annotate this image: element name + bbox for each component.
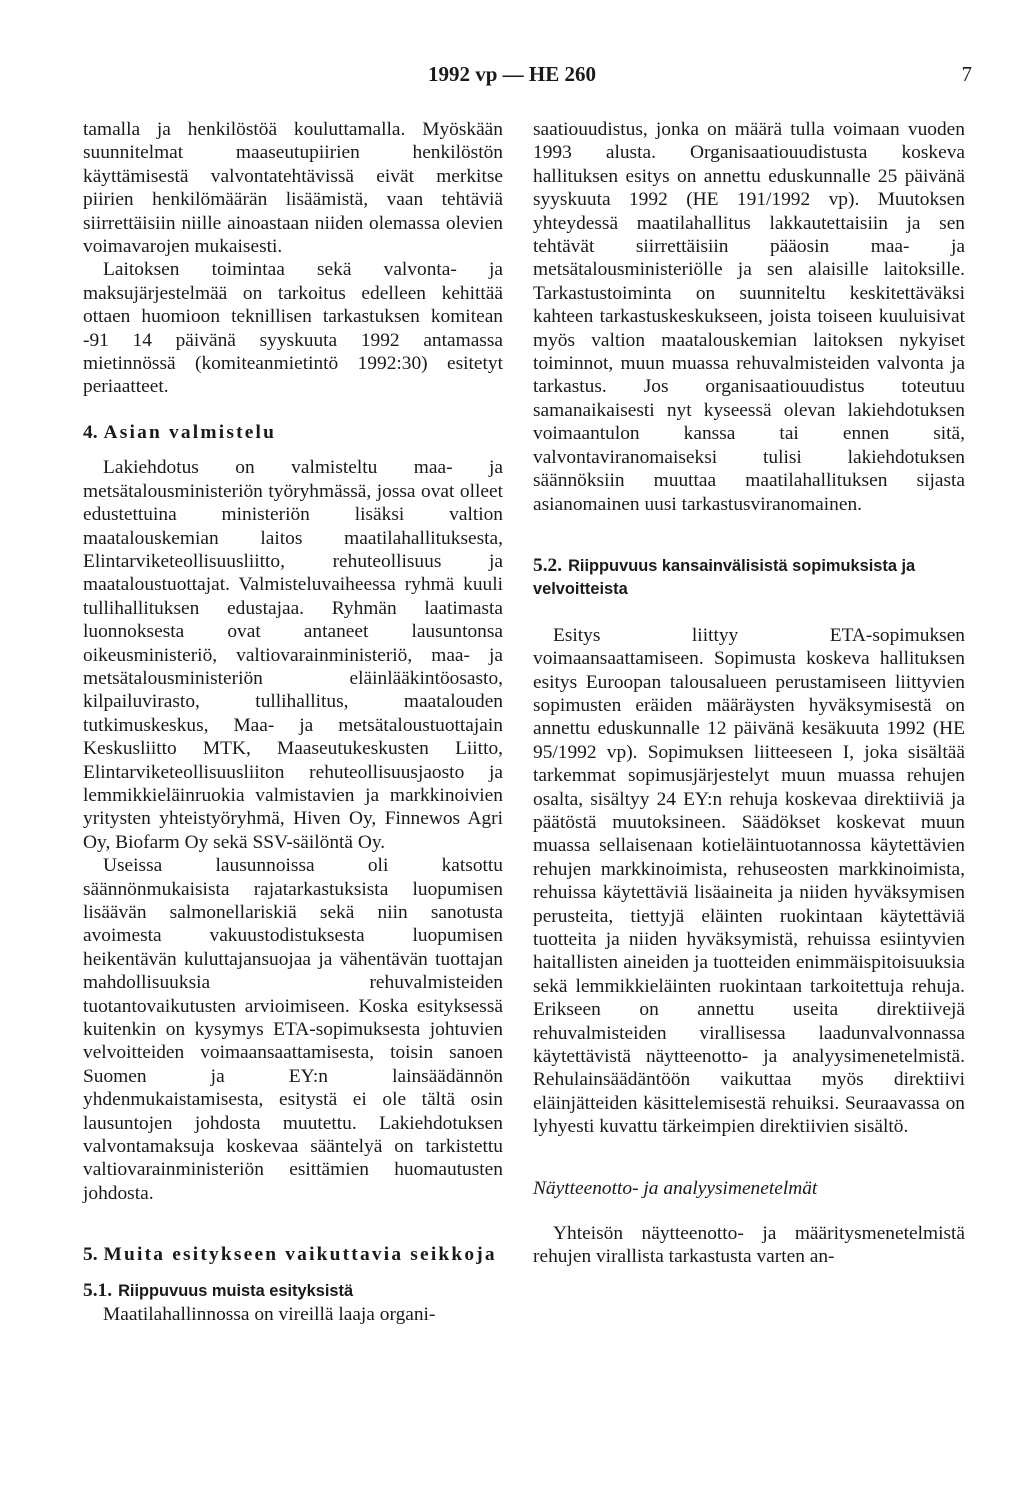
page-number: 7 <box>961 62 972 86</box>
section-number: 5. <box>83 1244 98 1266</box>
section-heading-5 <box>83 1243 503 1266</box>
subsection-number: 5.1. <box>83 1279 113 1301</box>
left-column <box>83 118 503 1327</box>
right-column <box>533 118 965 1269</box>
paragraph: Maatilahallinnossa on vireillä laaja organi- <box>103 1304 436 1326</box>
paragraph: Lakiehdotus on valmisteltu maa- ja metsätalousministeriön työryhmässä, jossa ovat olleet edustettuina ministeriön lisäksi valtion maatalouskemian laitos maatilahallituksesta, Elintarviketeollisuusliitto, rehuteollisuus ja maataloustuottajat. Valmisteluvaiheessa ryhmä kuuli tullihallituksen edustajaa. Ryhmän laatimasta luonnoksesta ovat antaneet lausuntonsa oikeusministeriö, valtiovarainministeriö, maa- ja metsätalousministeriön eläinlääkintöosasto, kilpailuvirasto, tullihallitus, maatalouden tutkimuskeskus, Maa- ja metsätaloustuottajain Keskusliitto MTK, Maaseutukeskusten Liitto, Elintarviketeollisuusliiton rehuteollisuusjaosto ja lemmikkieläinruokia valmistavien ja markkinoivien yritysten yhteistyöryhmä, Hiven Oy, Finnewos Agri Oy, Biofarm Oy sekä SSV-säilöntä Oy. <box>83 457 503 853</box>
paragraph: Yhteisön näytteenotto- ja määritysmenetelmistä rehujen virallista tarkastusta varten an- <box>533 1223 965 1268</box>
subsection-title: Riippuvuus muista esityksistä <box>118 1281 354 1300</box>
paragraph: Useissa lausunnoissa oli katsottu säännönmukaisista rajatarkastuksista luopumisen lisäävän salmonellariskiä sekä niin sanotusta avoimesta vakuustodistuksesta luopumisen heikentävän kuluttajansuojaa ja vähentävän tuottajan mahdollisuuksia rehuvalmisteiden tuotantovaikutusten arvioimiseen. Koska esityksessä kuitenkin on kysymys ETA-sopimuksesta johtuvien velvoitteiden voimaansaattamisesta, toisin sanoen Suomen ja EY:n lainsäädännön yhdenmukaistamisesta, esitystä ei ole tältä osin lausuntojen johdosta muutettu. Lakiehdotuksen valvontamaksuja koskevaa sääntelyä on tarkistettu valtiovarainministeriön esittämien huomautusten johdosta. <box>83 855 503 1204</box>
paragraph: Laitoksen toimintaa sekä valvonta- ja maksujärjestelmää on tarkoitus edelleen kehittää ottaen huomioon teknillisen tarkastuksen komitean -91 14 päivänä syyskuuta 1992 antamassa mietinnössä (komiteanmietintö 1992:30) esitetyt periaatteet. <box>83 259 503 398</box>
paragraph: Esitys liittyy ETA-sopimuksen voimaansaattamiseen. Sopimusta koskeva hallituksen esitys Euroopan talousalueen perustamiseen liittyvien sopimusten eräiden määräysten hyväksymisestä on annettu eduskunnalle 12 päivänä kesäkuuta 1992 (HE 95/1992 vp). Sopimuksen liitteeseen I, joka sisältää tarkemmat sopimusjärjestelyt muun muassa rehujen osalta, sisältyy 24 EY:n rehuja koskevaa direktiiviä ja päätöstä muutoksineen. Säädökset koskevat muun muassa sellaisenaan kotieläintuotannossa käytettävien rehujen markkinoimista, rehuseosten markkinoimista, rehuissa käytettäviä lisäaineita ja niiden hyväksymisen perusteita, tiettyjä eläinten ruokintaan käytettäviä tuotteita ja niiden hyväksymistä, rehuissa esiintyvien haitallisten aineiden ja tuotteiden enimmäispitoisuuksia sekä lemmikkieläinten ruokintaan tarkoitettuja rehuja. Erikseen on annettu useita direktiivejä rehuvalmisteiden virallisessa laadunvalvonnassa käytettävistä näytteenotto- ja analyysimenetelmistä. Rehulainsäädäntöön vaikuttaa myös direktiivi eläinjätteiden käsittelemisestä rehuiksi. Seuraavassa on lyhyesti kuvattu tärkeimpien direktiivien sisältö. <box>533 624 965 1138</box>
section-title: Asian valmistelu <box>103 421 277 443</box>
subsection-heading-5-1 <box>83 1279 503 1303</box>
subsection-number: 5.2. <box>533 554 563 576</box>
section-heading-4 <box>83 421 503 444</box>
subsection-heading-5-2 <box>533 554 965 602</box>
paragraph: saatiouudistus, jonka on määrä tulla voimaan vuoden 1993 alusta. Organisaatiouudistusta koskeva hallituksen esitys on annettu eduskunnalle 25 päivänä syyskuuta 1992 (HE 191/1992 vp). Muutoksen yhteydessä maatilahallitus lakkautettaisiin ja sen tehtävät siirrettäisiin pääosin maa- ja metsätalousministeriölle ja sen alaisille laitoksille. Tarkastustoiminta on suunniteltu keskitettäväksi kahteen tarkastuskeskukseen, joista toiseen kuuluisivat myös valtion maatalouskemian laitoksen nykyiset toiminnot, muun muassa rehuvalmisteiden valvonta ja tarkastus. Jos organisaatiouudistus toteutuu samanaikaisesti nyt kyseessä olevan lakiehdotuksen voimaantulon kanssa tai ennen sitä, valvontaviranomaiseksi tulisi lakiehdotuksen säännöksiin muuttaa maatilahallituksen sijasta asianomainen uusi tarkastusviranomainen. <box>533 119 965 515</box>
subsection-italic-heading: Näytteenotto- ja analyysimenetelmät <box>533 1177 818 1199</box>
paragraph: tamalla ja henkilöstöä kouluttamalla. Myöskään suunnitelmat maaseutupiirien henkilöstön käyttämisestä valvontatehtävissä eivät merkitse piirien henkilömäärän lisäämistä, vaan tehtäviä siirrettäisiin niille ainoastaan niiden olemassa olevien voimavarojen mukaisesti. <box>83 119 503 258</box>
subsection-title: Riippuvuus kansainvälisistä sopimuksista ja velvoitteista <box>533 556 916 599</box>
section-number: 4. <box>83 421 98 443</box>
running-title: 1992 vp — HE 260 <box>427 62 597 86</box>
section-title: Muita esitykseen vaikuttavia seikkoja <box>103 1244 497 1266</box>
page-header <box>0 62 1024 92</box>
